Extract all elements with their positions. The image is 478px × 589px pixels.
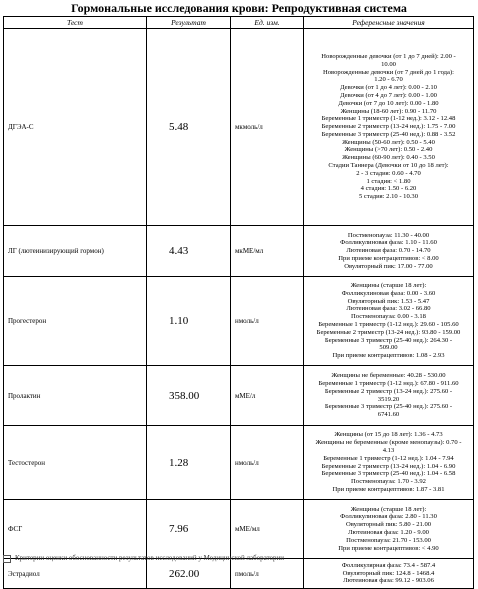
reference-line: Женщины (>70 лет): 0.50 - 2.40 bbox=[344, 146, 433, 154]
reference-line: Женщины (старше 18 лет): bbox=[350, 505, 427, 513]
results-table bbox=[3, 16, 474, 589]
column-header-result: Результат bbox=[147, 17, 231, 29]
reference-line: Фолликулиновая фаза: 0.00 - 3.60 bbox=[341, 289, 436, 297]
reference-line: При приеме контрацептивов: < 4.90 bbox=[338, 544, 439, 552]
test-unit: мМЕ/мл bbox=[231, 500, 304, 559]
reference-line: 4 стадия: 1.50 - 6.20 bbox=[360, 185, 417, 193]
reference-line: Постменопауза: 21.70 - 153.00 bbox=[346, 536, 431, 544]
reference-line: 6741.60 bbox=[377, 411, 400, 419]
reference-values bbox=[304, 559, 474, 589]
reference-line: Беременные 2 триместр (13-24 нед.): 275.60 - bbox=[324, 387, 453, 395]
reference-line: Девочки (от 7 до 10 лет): 0.00 - 1.80 bbox=[338, 99, 439, 107]
reference-line: Беременные 3 триместр (25-40 нед.): 1.04 - 6.58 bbox=[321, 470, 456, 478]
reference-line: Фолликулярная фаза: 73.4 - 587.4 bbox=[341, 561, 436, 569]
reference-line: Беременные 3 триместр (25-40 нед.): 264.30 - bbox=[324, 336, 453, 344]
test-name: ДГЭА-С bbox=[4, 29, 147, 226]
test-result: 1.28 bbox=[147, 426, 231, 500]
reference-line: При приеме контрацептивов: 1.08 - 2.93 bbox=[332, 352, 445, 360]
reference-line: Беременные 2 триместр (13-24 нед.): 93.80 - 159.00 bbox=[316, 328, 461, 336]
reference-values bbox=[304, 277, 474, 366]
test-result: 7.96 bbox=[147, 500, 231, 559]
table-row bbox=[4, 426, 474, 500]
test-result: 1.10 bbox=[147, 277, 231, 366]
column-header-reference: Референсные значения bbox=[304, 17, 474, 29]
test-result: 5.48 bbox=[147, 29, 231, 226]
reference-line: 1 стадия: < 1.80 bbox=[366, 177, 411, 185]
reference-line: Беременные 2 триместр (13-24 нед.): 1.75 - 7.00 bbox=[321, 123, 456, 131]
reference-line: Женщины не беременные (кроме менопаузы): 0.70 - bbox=[315, 439, 462, 447]
reference-line: Постменопауза: 0.00 - 3.18 bbox=[351, 313, 426, 321]
reference-line: Женщины (от 15 до 18 лет): 1.36 - 4.73 bbox=[334, 431, 443, 439]
reference-line: Женщины (старше 18 лет): bbox=[350, 282, 427, 290]
table-row bbox=[4, 226, 474, 277]
reference-line: Женщины (60-90 лет): 0.40 - 3.50 bbox=[342, 154, 435, 162]
reference-line: Стадии Таннера (Девочки от 10 до 18 лет): bbox=[328, 162, 449, 170]
reference-line: 5 стадия: 2.10 - 10.30 bbox=[358, 193, 419, 201]
reference-line: При приеме контрацептивов: < 8.00 bbox=[338, 254, 439, 262]
reference-line: Овуляторный пик: 5.80 - 21.00 bbox=[345, 521, 432, 529]
reference-line: Беременные 3 триместр (25-40 нед.): 0.88 - 3.52 bbox=[321, 130, 456, 138]
reference-line: Овуляторный пик: 1.53 - 5.47 bbox=[347, 297, 430, 305]
reference-line: Постменопауза: 1.70 - 3.92 bbox=[351, 478, 426, 486]
test-unit: мМЕ/л bbox=[231, 366, 304, 426]
reference-line: Лютеиновая фаза: 3.02 - 66.80 bbox=[346, 305, 431, 313]
test-unit: мкмоль/л bbox=[231, 29, 304, 226]
test-result: 262.00 bbox=[147, 559, 231, 589]
reference-values bbox=[304, 226, 474, 277]
test-name: ЛГ (лютеинизирующий гормон) bbox=[4, 226, 147, 277]
test-unit: нмоль/л bbox=[231, 277, 304, 366]
table-row bbox=[4, 277, 474, 366]
reference-line: Беременные 3 триместр (25-40 нед.): 275.60 - bbox=[324, 403, 453, 411]
table-header-row bbox=[4, 17, 474, 29]
reference-line: 2 - 3 стадия: 0.60 - 4.70 bbox=[356, 169, 421, 177]
table-row bbox=[4, 366, 474, 426]
reference-line: Девочки (от 4 до 7 лет): 0.00 - 1.00 bbox=[340, 91, 437, 99]
footer-note: Критерии оценки обоснованности результатов исследований у Медицинской лаборатории bbox=[15, 554, 285, 562]
reference-values bbox=[304, 366, 474, 426]
test-unit: нмоль/л bbox=[231, 426, 304, 500]
reference-line: Овуляторный пик: 17.00 - 77.00 bbox=[344, 262, 433, 270]
reference-values bbox=[304, 500, 474, 559]
reference-line: 3519.20 bbox=[377, 395, 400, 403]
reference-line: 509.00 bbox=[379, 344, 398, 352]
report-title: Гормональные исследования крови: Репродуктивная система bbox=[71, 1, 407, 15]
reference-line: Лютеиновая фаза: 0.70 - 14.70 bbox=[346, 247, 431, 255]
reference-line: Девочки (от 1 до 4 лет): 0.00 - 2.10 bbox=[340, 84, 437, 92]
reference-line: Фолликулиновая фаза: 1.10 - 11.60 bbox=[340, 239, 437, 247]
reference-line: Новорожденные девочки (от 1 до 7 дней): 2.00 - bbox=[321, 52, 456, 60]
table-row bbox=[4, 559, 474, 589]
reference-line: Беременные 1 триместр (1-12 нед.): 3.12 - 12.48 bbox=[321, 115, 456, 123]
reference-values bbox=[304, 29, 474, 226]
reference-line: Новорожденные девочки (от 7 дней до 1 года): bbox=[323, 68, 454, 76]
reference-line: Беременные 1 триместр (1-12 нед.): 29.60 - 105.60 bbox=[318, 321, 459, 328]
reference-line: При приеме контрацептивов: 1.87 - 3.81 bbox=[332, 485, 445, 493]
table-row bbox=[4, 500, 474, 559]
reference-line: Лютеиновая фаза: 99.12 - 903.06 bbox=[343, 577, 434, 585]
column-header-test: Тест bbox=[4, 17, 147, 29]
reference-line: Овуляторный пик: 124.8 - 1468.4 bbox=[342, 569, 435, 577]
reference-line: Беременные 1 триместр (1-12 нед.): 67.80 - 911.60 bbox=[318, 379, 459, 387]
test-result: 358.00 bbox=[147, 366, 231, 426]
test-unit: пмоль/л bbox=[231, 559, 304, 589]
reference-line: Женщины (18-60 лет): 0.90 - 11.70 bbox=[340, 107, 437, 115]
reference-line: 10.00 bbox=[381, 60, 396, 68]
test-name: ФСГ bbox=[4, 500, 147, 559]
reference-line: Фолликулиновая фаза: 2.80 - 11.30 bbox=[340, 513, 437, 521]
reference-line: Беременные 1 триместр (1-12 нед.): 1.04 - 7.94 bbox=[323, 454, 454, 462]
reference-line: Женщины (50-60 лет): 0.50 - 5.40 bbox=[342, 138, 435, 146]
test-name: Пролактин bbox=[4, 366, 147, 426]
reference-line: 1.20 - 6.70 bbox=[374, 76, 403, 84]
reference-line: 4.13 bbox=[382, 446, 395, 454]
test-name: Прогестерон bbox=[4, 277, 147, 366]
test-name: Тестостерон bbox=[4, 426, 147, 500]
reference-line: Женщины не беременные: 40.28 - 530.00 bbox=[331, 372, 446, 380]
reference-line: Постменопауза: 11.30 - 40.00 bbox=[347, 231, 430, 239]
test-unit: мкМЕ/мл bbox=[231, 226, 304, 277]
table-row bbox=[4, 29, 474, 226]
column-header-unit: Ед. изм. bbox=[231, 17, 304, 29]
reference-line: Лютеиновая фаза: 1.20 - 9.00 bbox=[348, 529, 429, 536]
reference-values bbox=[304, 426, 474, 500]
reference-line: Беременные 2 триместр (13-24 нед.): 1.04 - 6.90 bbox=[321, 462, 456, 470]
test-name: Эстрадиол bbox=[4, 559, 147, 589]
test-result: 4.43 bbox=[147, 226, 231, 277]
